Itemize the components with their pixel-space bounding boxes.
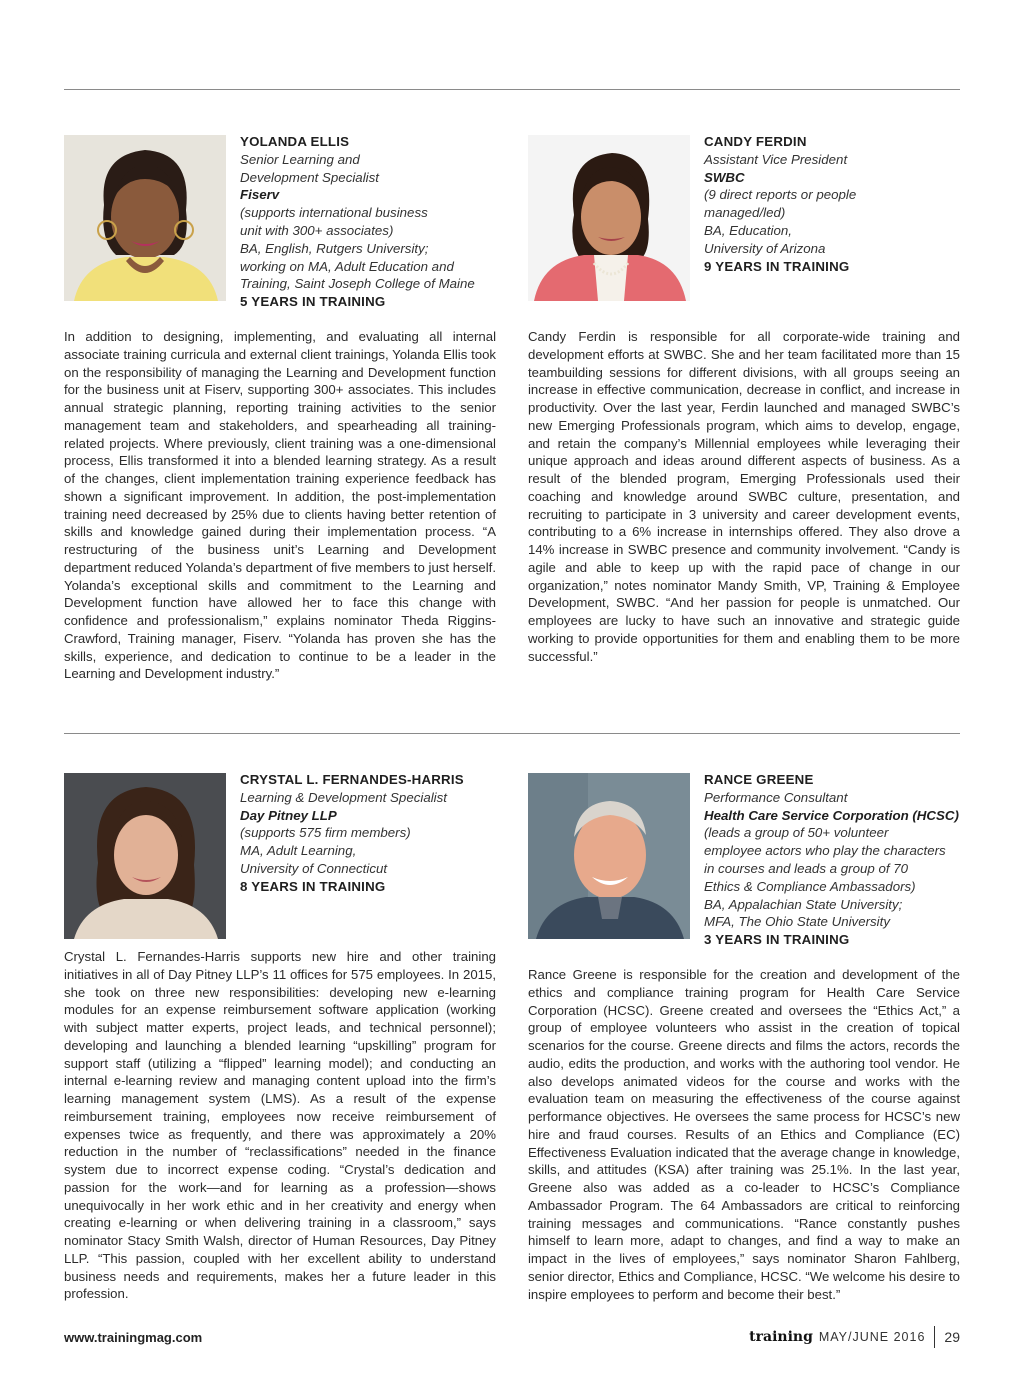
profile-company: Health Care Service Corporation (HCSC) [704, 807, 959, 823]
yolanda-ellis-header [240, 133, 500, 311]
profile-detail-line: (supports international business [240, 205, 428, 221]
profile-detail-line: in courses and leads a group of 70 [704, 860, 909, 876]
profile-company: Day Pitney LLP [240, 807, 337, 823]
profile-detail-line: BA, Appalachian State University; [704, 896, 903, 912]
profile-detail-line: MFA, The Ohio State University [704, 914, 890, 930]
top-divider [64, 89, 960, 90]
profile-detail-line: Training, Saint Joseph College of Maine [240, 276, 475, 292]
rance-greene-header [704, 771, 964, 949]
profile-detail-line: unit with 300+ associates) [240, 222, 394, 238]
profile-detail-line: BA, English, Rutgers University; [240, 240, 429, 256]
profile-company: Fiserv [240, 187, 280, 203]
crystal-fernandes-harris-photo [64, 773, 226, 939]
rance-greene-bio: Rance Greene is responsible for the creation and development of the ethics and compliance training program for Health Care Service Corporation (HCSC). Greene created and oversees the “Ethics Act,” a group of employee volunteers who assist in the creation of topical scenarios for the course. Greene directs and films the actors, records the audio, edits the production, and works with the authoring tool vendor. He also develops animated videos for the course and works with the evaluation team on measuring the effectiveness of the course against performance objectives. He oversees the same process for HCSC’s new hire and fraud courses. Results of an Ethics and Compliance (EC) Effectiveness Evaluation indicated that the average change in knowledge, skills, and attitudes (KSA) after training was 25.1%. In the last year, Greene also was added as a co-leader to HCSC’s Compliance Ambassador Program. The 64 Ambassadors are critical to reinforcing training messages and communications. “Rance constantly pushes himself to learn more, adapt to changes, and find a way to make an impact in the lives of employees,” says nominator Sharon Fahlberg, senior director, Ethics and Compliance, HCSC. “We welcome his desire to inspire employees to perform and become their best.” [528, 967, 960, 1302]
profile-company: SWBC [704, 169, 745, 185]
profile-detail-line: University of Arizona [704, 240, 826, 256]
profile-years: 8 YEARS IN TRAINING [240, 878, 386, 894]
profile-title-line: Assistant Vice President [704, 151, 848, 167]
crystal-fernandes-harris-bio: Crystal L. Fernandes-Harris supports new hire and other training initiatives in all of Day Pitney LLP’s 11 offices for 575 employees. In 2015, she took on three new responsibilities: developing new e-learning modules for an expense reimbursement software application (working with subject matter experts, project leads, and technical personnel); developing and launching a blended learning “upskilling” program for support staff (utilizing a “flipped” learning model); and conducting an internal e-learning review and managing content upload into the firm’s learning management system (LMS). As a result of the expense reimbursement training, employees now receive reimbursement of expenses twice as frequently, and there was approximately a 20% reduction in the number of “reclassifications” needed in the finance system due to incorrect expense coding. “Crystal’s dedication and passion for the work—and for learning as a profession—shows unequivocally in her work ethic and in her creativity and energy when creating e-learning or when delivering training in a classroom,” says nominator Stacy Smith Walsh, director of Human Resources, Day Pitney LLP. “This passion, coupled with her excellent ability to understand business needs and requirements, makes her a future leader in this profession. [64, 949, 496, 1302]
profile-name: CRYSTAL L. FERNANDES-HARRIS [240, 772, 464, 787]
profile-detail-line: employee actors who play the characters [704, 843, 946, 859]
footer-separator [934, 1326, 935, 1348]
footer-issue: MAY/JUNE 2016 [818, 1330, 926, 1344]
profile-detail-line: BA, Education, [704, 222, 792, 238]
page-number: 29 [944, 1329, 960, 1345]
profile-detail-line: (supports 575 firm members) [240, 825, 411, 841]
profile-detail-line: (9 direct reports or people [704, 187, 857, 203]
footer-website: www.trainingmag.com [64, 1330, 203, 1345]
candy-ferdin-bio: Candy Ferdin is responsible for all corporate-wide training and development efforts at SWBC. She and her team facilitated more than 15 teambuilding sessions for different divisions, with all groups seeing an increase in effective communication, decrease in conflict, and increase in productivity. Over the last year, Ferdin launched and managed SWBC’s new Emerging Professionals program, which aims to develop, engage, and retain the company’s Millennial employees while leveraging their unique approach and ideas around different aspects of business. As a result of the blended program, Emerging Professionals used their coaching and knowledge around SWBC culture, presentation, and recruiting to participate in 3 university and career development events, contributing to a 6% increase in internships offered. They also drove a 14% increase in SWBC presence and community involvement. “Candy is agile and able to keep up with the rapid pace of change in our organization,” notes nominator Mandy Smith, VP, Training & Employee Development, SWBC. “And her passion for people is unmatched. Our employees are lucky to have such an innovative and strategic guide working to provide opportunities for them and enabling them to be more successful.” [528, 329, 960, 664]
profile-detail-line: (leads a group of 50+ volunteer [704, 825, 889, 841]
profile-name: CANDY FERDIN [704, 134, 807, 149]
candy-ferdin-header [704, 133, 964, 275]
footer-brand: training [749, 1329, 813, 1345]
profile-years: 3 YEARS IN TRAINING [704, 932, 850, 948]
profile-title-line: Performance Consultant [704, 789, 848, 805]
footer-folio [749, 1326, 960, 1348]
yolanda-ellis-photo [64, 135, 226, 301]
yolanda-ellis-bio: In addition to designing, implementing, and evaluating all internal associate training curricula and external client trainings, Yolanda Ellis took on the responsibility of managing the Learning and Development function for the business unit at Fiserv, supporting 300+ associates. This includes annual strategic planning, reporting training activities to the senior management team and stakeholders, and spearheading all training-related projects. Where previously, client training was a one-dimensional process, Ellis transformed it into a blended learning strategy. As a result of the changes, client implementation training experience feedback has shown a significant improvement. In addition, the post-implementation training need decreased by 25% due to clients having better retention of skills and knowledge gained during their implementation process. “A restructuring of the business unit’s Learning and Development department reduced Yolanda’s department of five members to just herself. Yolanda’s exceptional skills and commitment to the Learning and Development function have allowed her to face this change with confidence and professionalism,” explains nominator Theda Riggins-Crawford, Training manager, Fiserv. “Yolanda has proven she has the skills, experience, and dedication to continue to be a leader in the Learning and Development industry.” [64, 329, 496, 682]
profile-years: 9 YEARS IN TRAINING [704, 258, 850, 274]
crystal-fernandes-harris-header [240, 771, 500, 896]
profile-detail-line: MA, Adult Learning, [240, 843, 357, 859]
profile-detail-line: University of Connecticut [240, 860, 388, 876]
middle-divider [64, 733, 960, 734]
profile-name: RANCE GREENE [704, 772, 814, 787]
profile-detail-line: Ethics & Compliance Ambassadors) [704, 878, 916, 894]
rance-greene-photo [528, 773, 690, 939]
profile-years: 5 YEARS IN TRAINING [240, 294, 386, 310]
profile-detail-line: working on MA, Adult Education and [240, 258, 454, 274]
candy-ferdin-photo [528, 135, 690, 301]
profile-title-line: Learning & Development Specialist [240, 789, 447, 805]
profile-title-line: Development Specialist [240, 169, 379, 185]
profile-title-line: Senior Learning and [240, 151, 360, 167]
profile-detail-line: managed/led) [704, 205, 786, 221]
profile-name: YOLANDA ELLIS [240, 134, 350, 149]
